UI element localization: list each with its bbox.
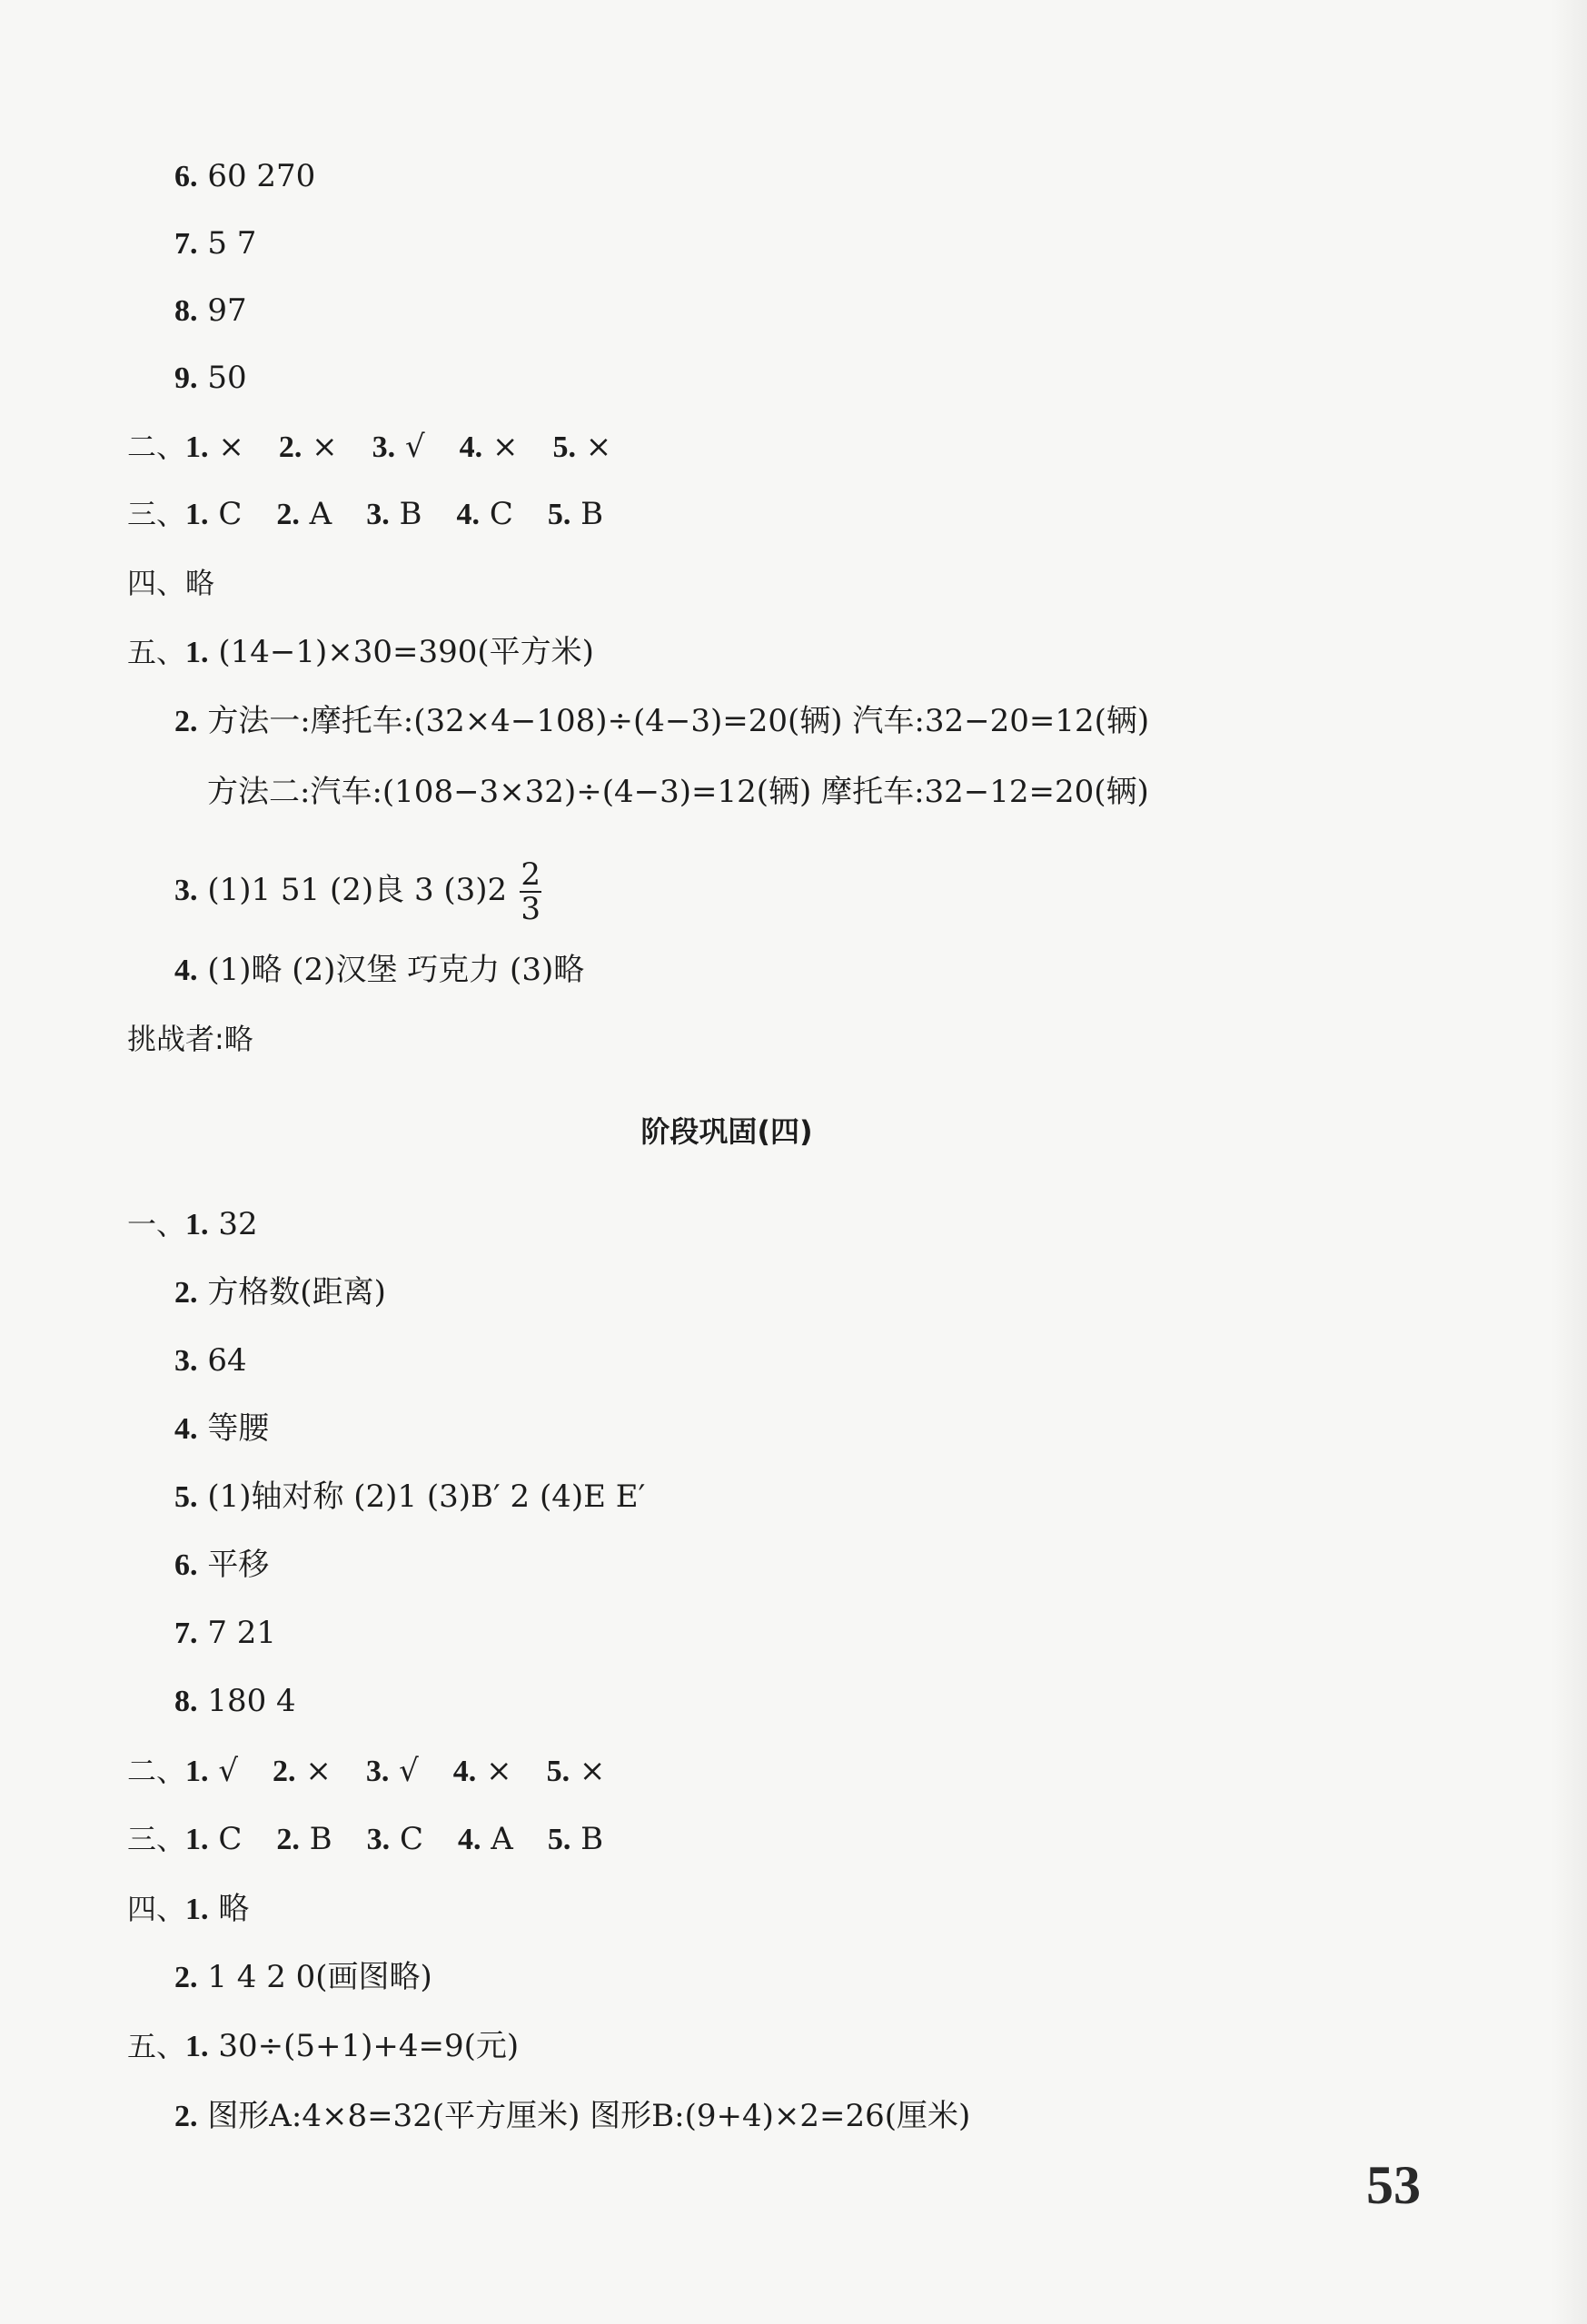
- section-four-answer: 四、略: [127, 566, 215, 600]
- answer-line: 8. 180 4: [174, 1683, 296, 1719]
- answer-line: 4. (1)略 (2)汉堡 巧克力 (3)略: [174, 952, 585, 988]
- fraction: $\frac{2}{3}$: [521, 856, 541, 927]
- page-edge-shadow: [1551, 0, 1587, 2324]
- section-three-answers: 三、1. C 2. B 3. C 4. A 5. B: [127, 1821, 604, 1857]
- answer-line: 6. 平移: [174, 1547, 270, 1583]
- answer-line: 2. 1 4 2 0(画图略): [174, 1959, 432, 1995]
- section-three-answers: 三、1. C 2. A 3. B 4. C 5. B: [127, 496, 604, 532]
- answer-line: 2. 方格数(距离): [174, 1274, 386, 1310]
- answer-line: 方法二:汽车:(108−3×32)÷(4−3)=12(辆) 摩托车:32−12=20(辆): [207, 774, 1149, 810]
- page-number: 53: [1366, 2155, 1421, 2215]
- answer-line: 五、1. 30÷(5+1)+4=9(元): [127, 2028, 520, 2064]
- answer-line: 4. 等腰: [174, 1410, 270, 1447]
- section-two-answers: 二、1. √ 2. × 3. √ 4. × 5. ×: [127, 1753, 606, 1789]
- answer-line: 7. 7 21: [174, 1615, 277, 1651]
- answer-line: 7. 5 7: [174, 225, 257, 262]
- answer-line: 3. 64: [174, 1342, 247, 1379]
- section-title: 阶段巩固(四): [640, 1114, 813, 1149]
- answer-line: 9. 50: [174, 360, 247, 396]
- answer-line: 2. 方法一:摩托车:(32×4−108)÷(4−3)=20(辆) 汽车:32−20=12(辆): [174, 703, 1150, 739]
- answer-line: 5. (1)轴对称 (2)1 (3)B′ 2 (4)E E′: [174, 1478, 646, 1515]
- section-two-answers: 二、1. × 2. × 3. √ 4. × 5. ×: [127, 429, 612, 465]
- answer-line: 一、1. 32: [127, 1206, 258, 1242]
- answer-line: 2. 图形A:4×8=32(平方厘米) 图形B:(9+4)×2=26(厘米): [174, 2098, 971, 2134]
- answer-line: 四、1. 略: [127, 1891, 250, 1927]
- answer-line: 8. 97: [174, 292, 247, 329]
- answer-line: 6. 60 270: [174, 158, 316, 194]
- answer-line: 3. (1)1 51 (2)良 3 (3)2 $\frac{2}{3}$: [174, 856, 541, 927]
- challenger-answer: 挑战者:略: [127, 1022, 253, 1056]
- answer-line: 五、1. (14−1)×30=390(平方米): [127, 634, 594, 670]
